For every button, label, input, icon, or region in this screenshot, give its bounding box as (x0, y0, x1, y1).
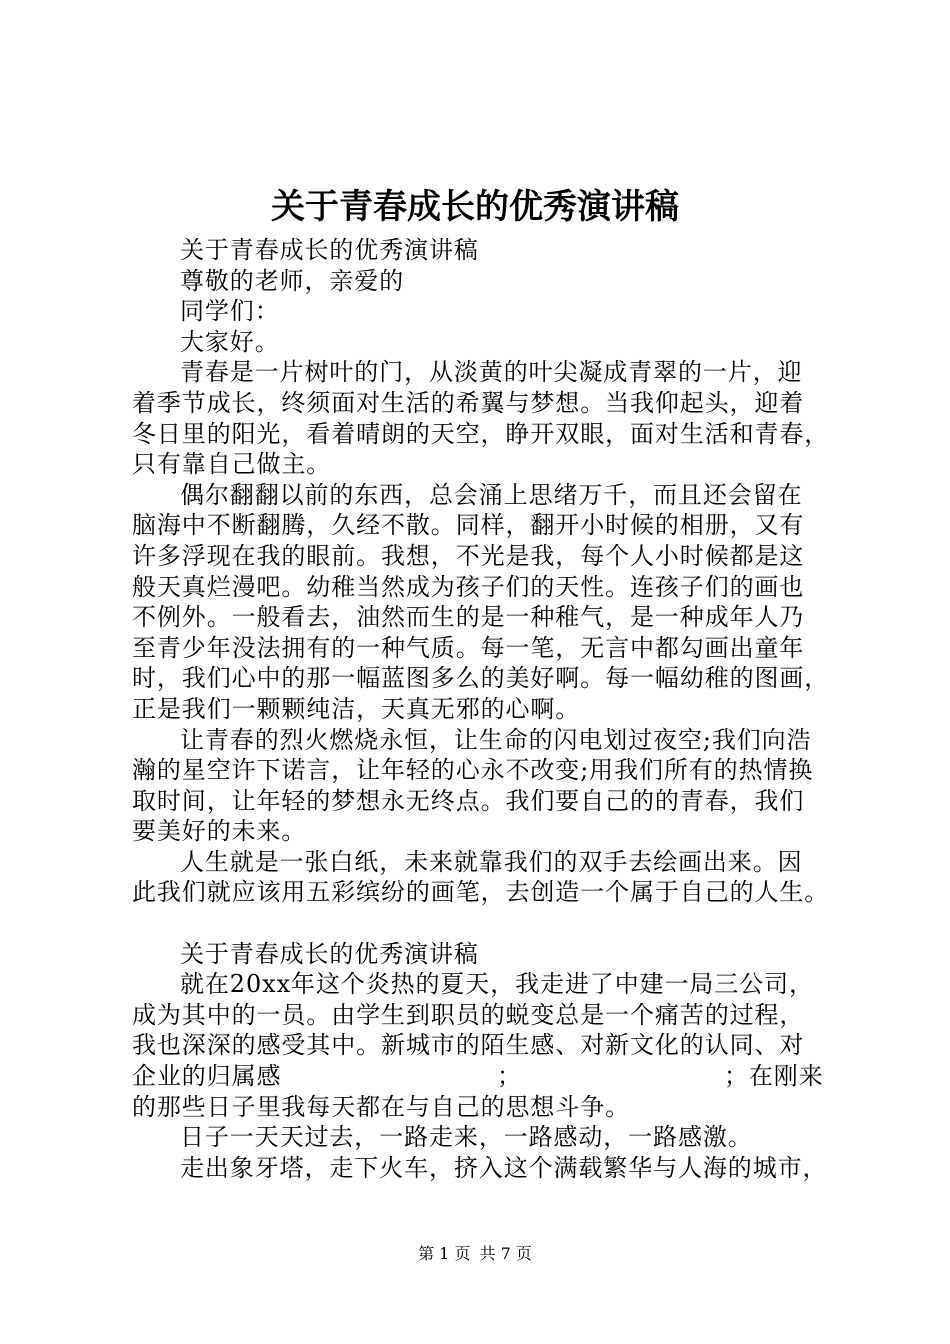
body-line: 至青少年没法拥有的一种气质。每一笔，无言中都勾画出童年 (132, 633, 805, 662)
body-line: 要美好的未来。 (132, 817, 307, 846)
body-line: 正是我们一颗颗纯洁，天真无邪的心啊。 (132, 694, 581, 723)
section-spacer (132, 908, 848, 939)
salutation-line: 同学们： (180, 297, 280, 326)
body-line: 取时间，让年轻的梦想永无终点。我们要自己的的青春，我们 (132, 786, 805, 815)
body-line: 青春是一片树叶的门，从淡黄的叶尖凝成青翠的一片，迎 (180, 358, 803, 387)
body-line: 就在20xx年这个炎热的夏天，我走进了中建一局三公司， (180, 970, 814, 999)
salutation-line: 尊敬的老师，亲爱的 (180, 266, 405, 295)
gap-text-start: 企业的归属感 (132, 1062, 282, 1091)
page-total: 共 7 页 (479, 1244, 532, 1263)
body-line: 脑海中不断翻腾，久经不散。同样，翻开小时候的相册，又有 (132, 511, 805, 540)
body-line: 走出象牙塔，走下火车，挤入这个满载繁华与人海的城市， (180, 1153, 828, 1182)
body-line: 偶尔翻翻以前的东西，总会涌上思绪万千，而且还会留在 (180, 480, 803, 509)
document-body (132, 235, 848, 1183)
greeting-line: 大家好。 (180, 327, 280, 356)
body-line: 此我们就应该用五彩缤纷的画笔，去创造一个属于自己的人生。 (132, 878, 830, 907)
gap-text-semicolon: ； (497, 1062, 522, 1091)
body-line: 着季节成长，终须面对生活的希翼与梦想。当我仰起头，迎着 (132, 388, 805, 417)
gap-text-end: ；在刚来 (724, 1062, 824, 1091)
body-line: 许多浮现在我的眼前。我想，不光是我，每个人小时候都是这 (132, 541, 805, 570)
body-line: 我也深深的感受其中。新城市的陌生感、对新文化的认同、对 (132, 1031, 805, 1060)
page-number: 第 1 页 (418, 1244, 471, 1263)
body-line: 让青春的烈火燃烧永恒，让生命的闪电划过夜空;我们向浩 (180, 725, 812, 754)
body-line: 般天真烂漫吧。幼稚当然成为孩子们的天性。连孩子们的画也 (132, 572, 805, 601)
section-heading: 关于青春成长的优秀演讲稿 (180, 236, 479, 264)
body-line: 瀚的星空许下诺言，让年轻的心永不改变;用我们所有的热情换 (132, 756, 814, 785)
page-footer (0, 1243, 950, 1265)
document-title: 关于青春成长的优秀演讲稿 (271, 187, 679, 227)
body-line: 成为其中的一员。由学生到职员的蜕变总是一个痛苦的过程， (132, 1000, 805, 1029)
body-line: 日子一天天过去，一路走来，一路感动，一路感激。 (180, 1123, 753, 1152)
section-heading: 关于青春成长的优秀演讲稿 (180, 939, 479, 968)
body-line: 只有靠自己做主。 (132, 450, 332, 479)
body-line: 冬日里的阳光，看着晴朗的天空，睁开双眼，面对生活和青春， (132, 419, 830, 448)
body-line: 时，我们心中的那一幅蓝图多么的美好啊。每一幅幼稚的图画， (132, 664, 830, 693)
body-line: 的那些日子里我每天都在与自己的思想斗争。 (132, 1092, 630, 1121)
body-line: 不例外。一般看去，油然而生的是一种稚气，是一种成年人乃 (132, 603, 805, 632)
body-line: 人生就是一张白纸，未来就靠我们的双手去绘画出来。因 (180, 847, 803, 876)
body-line-with-gaps (132, 1061, 848, 1092)
